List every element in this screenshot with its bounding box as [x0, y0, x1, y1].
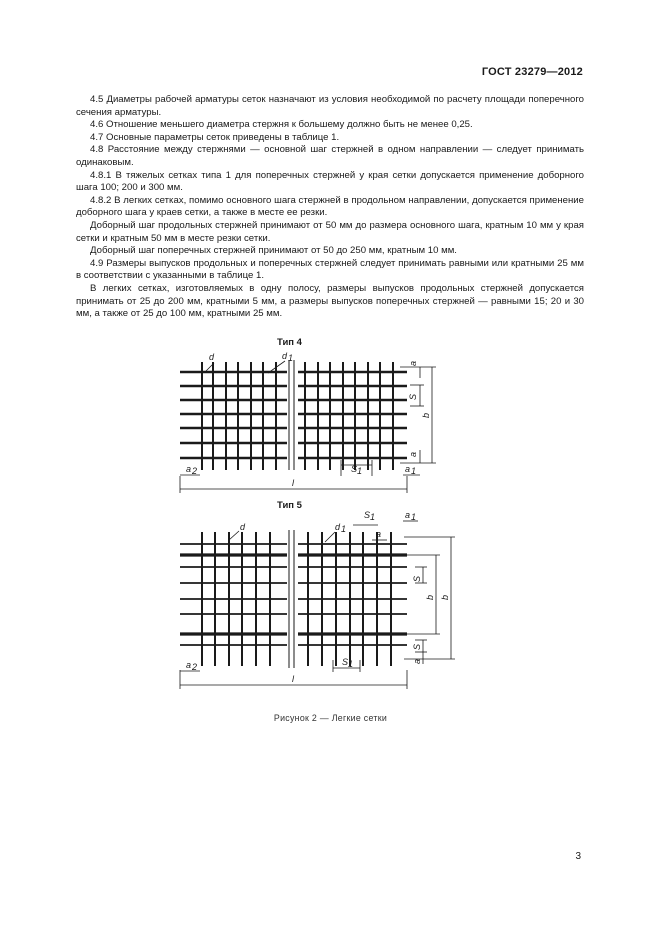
label-d: d	[240, 522, 246, 532]
label-a1-top: a	[405, 510, 411, 520]
label-sub: 1	[288, 353, 294, 363]
page-number: 3	[575, 851, 581, 862]
paragraph: 4.5 Диаметры рабочей арматуры сеток назначают из условия необходимой по расчету площади поперечного сечения арматуры.	[76, 94, 584, 118]
label-a1: a	[405, 464, 411, 474]
paragraph: Доборный шаг продольных стержней принимают от 50 мм до размера основного шага, кратным 10 мм у края сетки и кратным 50 мм в месте резки сетки.	[76, 219, 584, 244]
paragraph: Доборный шаг поперечных стержней принимают от 50 до 250 мм, кратным 10 мм.	[90, 245, 457, 257]
label-a2: a	[186, 660, 192, 670]
paragraph: 4.8.1 В тяжелых сетках типа 1 для поперечных стержней у края сетки допускается применение доборного шага 100; 200 и 300 мм.	[76, 169, 584, 194]
label-sub: 1	[357, 466, 363, 476]
label-s: S	[408, 393, 418, 400]
paragraph: 4.6 Отношение меньшего диаметра стержня к большему должно быть не менее 0,25.	[90, 119, 473, 131]
paragraph: 4.8.2 В легких сетках, помимо основного шага стержней в продольном направлении, допускается применение доборного шага у краев сетки, а также в месте ее резки.	[76, 194, 584, 219]
label-d1: d	[335, 522, 341, 532]
figure-type5-title: Тип 5	[277, 500, 302, 511]
label-l: l	[292, 478, 294, 488]
type5-mesh	[180, 530, 407, 668]
label-b: b	[440, 594, 450, 600]
paragraph: 4.8 Расстояние между стержнями — основной шаг стержней в одном направлении — следует принимать одинаковым.	[76, 144, 584, 168]
paragraph: 4.9 Размеры выпусков продольных и поперечных стержней следует принимать равными или кратными 25 мм в соответствии с указанными в таблице 1.	[76, 257, 584, 282]
label-a: a	[408, 360, 418, 366]
label-b: b	[421, 412, 431, 418]
figure-type4-title: Тип 4	[277, 337, 302, 348]
figure-caption: Рисунок 2 — Легкие сетки	[273, 713, 388, 723]
type5-labels	[186, 510, 450, 684]
label-a: a	[376, 529, 382, 539]
label-sub: 2	[192, 466, 198, 476]
label-a: a	[412, 658, 422, 664]
label-s1-top: S	[364, 510, 371, 520]
label-s1: S	[351, 464, 358, 474]
type4-mesh	[180, 360, 407, 470]
label-s2: S	[412, 575, 422, 582]
label-sub: 1	[348, 659, 354, 669]
label-d: d	[209, 352, 215, 362]
paragraph: В легких сетках, изготовляемых в одну полосу, размеры выпусков продольных стержней допускается принимать от 25 до 200 мм, кратными 5 мм, а размеры выпусков поперечных стержней — равными 15; 20 и 30 мм, а также от 25 до 100 мм, кратными 25 мм.	[76, 282, 584, 320]
label-l: l	[292, 674, 294, 684]
document-code: ГОСТ 23279—2012	[481, 66, 583, 78]
label-d1: d	[282, 351, 288, 361]
label-sub: 1	[370, 512, 376, 522]
label-sub: 1	[411, 466, 417, 476]
label-sub: 2	[192, 662, 198, 672]
label-s2: S	[412, 643, 422, 650]
label-a2: a	[186, 464, 192, 474]
paragraph: 4.7 Основные параметры сеток приведены в таблице 1.	[90, 131, 340, 143]
label-s1: S	[342, 657, 349, 667]
label-sub: 1	[341, 524, 347, 534]
label-b1: b	[425, 594, 435, 600]
label-a: a	[408, 451, 418, 457]
label-sub: 1	[411, 512, 417, 522]
